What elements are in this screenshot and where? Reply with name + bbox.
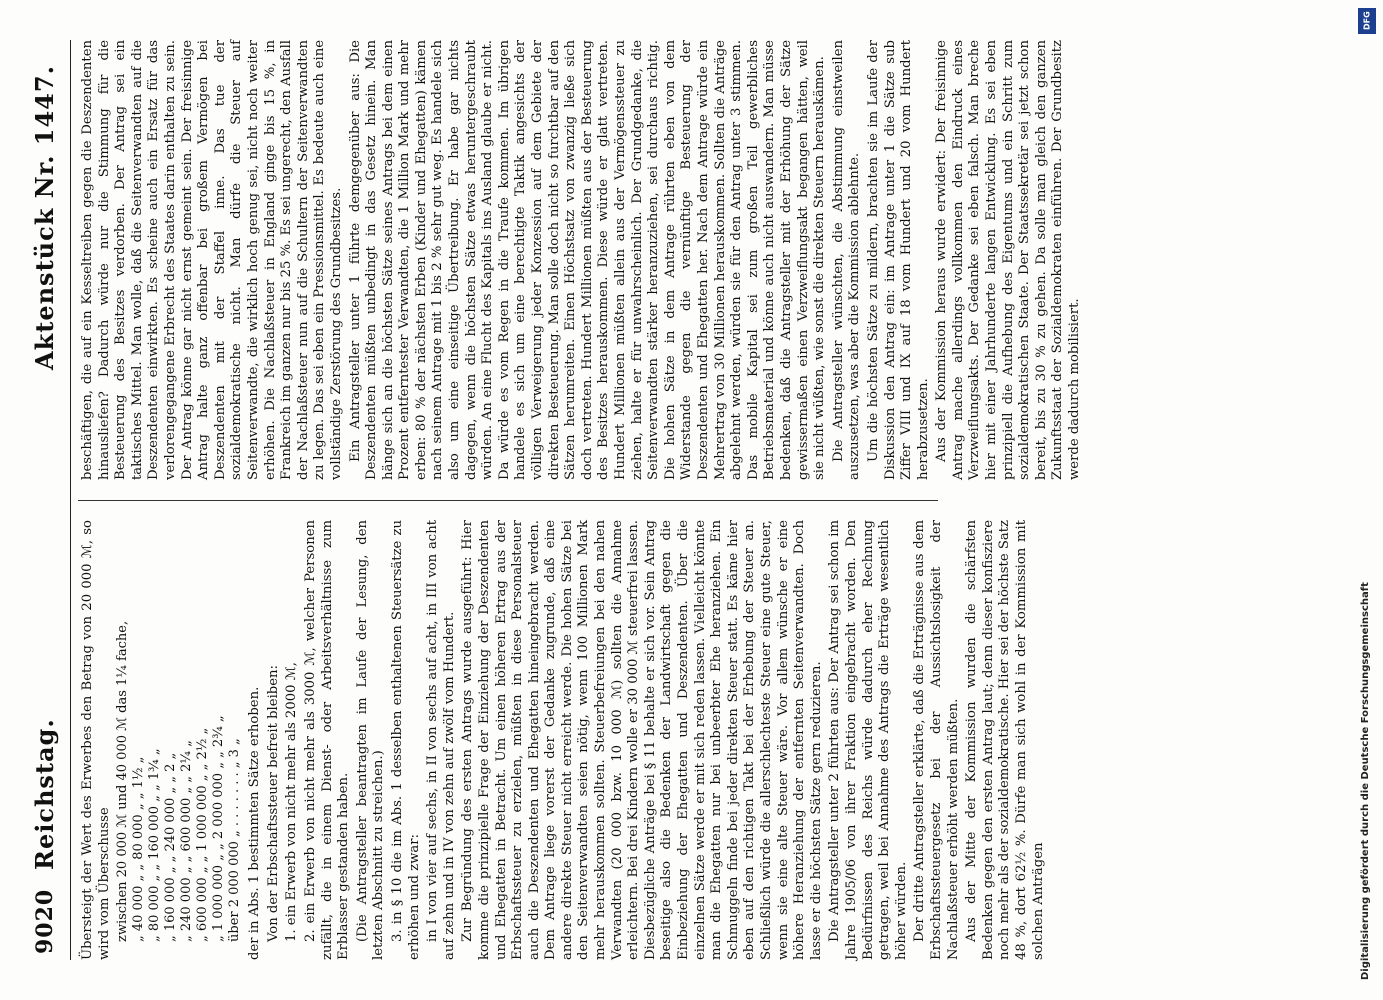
paragraph: Die Antragsteller unter 2 führten aus: Der Antrag sei schon im Jahre 1905/06 von ihrer Fraktion eingebracht worden. Den Bedürfnissen des Reichs würde dadurch eher Rechnung getragen, weil bei Annahme des Antrags die Erträge wesentlich höher würden. [827,520,909,960]
table-row: „ 80 000 „ „ 160 000 „ „ 1¾ „ [147,748,163,942]
tax-rate-table [115,520,243,942]
dfg-logo [1358,8,1376,34]
page-header [26,40,71,960]
table-row: „ 1 000 000 „ „ 2 000 000 „ „ 2¾ „ [211,715,227,942]
page-number: 9020 [32,888,58,954]
digitization-credit: Digitalisierung gefördert durch die Deutsche Forschungsgemeinschaft [1360,582,1371,980]
paragraph: Zur Begründung des ersten Antrags wurde ausgeführt: Hier komme die prinzipielle Frage der Einziehung der Deszendenten und Ehegatten in Betracht. Um einen höheren Ertrag aus der Erbschaftssteuer zu erzielen, müßten in diese Personalsteuer auch die Deszendenten und Ehegatten hineingebracht werden. Dem Antrage liege vorerst der Gedanke zugrunde, daß eine andere direkte Steuer nicht erreicht werde. Die hohen Sätze bei den Seitenverwandten seien nötig, wenn 100 Millionen Mark mehr herauskommen sollten. Steuerbefreiungen bei den nahen Verwandten (20 000 bzw. 10 000 ℳ) sollten die Annahme erleichtern. Bei drei Kindern wolle er 30 000 ℳ steuerfrei lassen. Diesbezügliche Anträge bei § 11 behalte er sich vor. Sein Antrag beseitige also die Bedenken der Landwirtschaft gegen die Einbeziehung der Ehegatten und Deszendenten. Über die einzelnen Sätze werde er mit sich reden lassen. Vielleicht könnte man die Ehegatten nur bei unbeerbter Ehe heranziehen. Ein Schmuggeln finde bei jeder direkten Steuer statt. Es käme hier eben auf den richtigen Takt bei der Erhebung der Steuer an. Schließlich würde die allerschlechteste Steuer eine gute Steuer, wenn sie eine alte Steuer wäre. Vor allem wünsche er eine höhere Heranziehung der entfernten Seitenverwandten. Doch lasse er die höchsten Sätze gern reduzieren. [460,520,824,960]
header-document-number: Aktenstück Nr. 1447. [30,65,59,370]
table-row: „ 40 000 „ „ 80 000 „ „ 1½ „ [131,756,147,942]
paragraph: Der dritte Antragsteller erklärte, daß die Erträgnisse aus dem Erbschaftssteuergesetz bei der Aussichtslosigkeit der Nachlaßsteuer erhöht werden müßten. [912,520,961,960]
paragraph: Aus der Mitte der Kommission wurden die schärfsten Bedenken gegen den ersten Antrag laut; denn dieser konfisziere noch mehr als der sozialdemokratische. Hier sei der höchste Satz 48 %, dort 62½ %. Dürfe man sich wohl in der Kommission mit solchen Anträgen [964,520,1046,960]
paragraph: (Die Antragsteller beantragten im Laufe der Lesung, den letzten Abschnitt zu streichen.) [354,520,387,960]
table-row: „ 240 000 „ „ 600 000 „ „ 2¼ „ [179,740,195,942]
paragraph: in I von vier auf sechs, in II von sechs auf acht, in III von acht auf zehn und in IV von zehn auf zwölf vom Hundert. [425,520,457,960]
list-item: 1. ein Erwerb von nicht mehr als 2000 ℳ, [284,662,300,942]
paragraph: der in Abs. 1 bestimmten Sätze erhoben. [247,686,263,960]
table-row: über 2 000 000 „ . . . . . . . „ 3 „ [227,738,243,942]
paragraph: Aus der Kommission heraus wurde erwidert: Der freisinnige Antrag mache allerdings vollkommen den Eindruck eines Verzweiflungsakts. Der Gedanke sei eben falsch. Man breche hier mit einer Jahrhunderte langen Entwicklung. Es sei eben prinzipiell die Aufhebung des Eigentums und ein Schritt zum sozialdemokratischen Staate. Der Staatssekretär sei jetzt schon bereit, bis zu 30 % zu gehen. Da solle man gleich den ganzen Zukunftsstaat der Sozialdemokraten einführen. Der Grundbesitz werde dadurch mobilisiert. [934,40,1083,480]
table-row: zwischen 20 000 ℳ und 40 000 ℳ das 1¼ fache, [115,620,131,942]
rotated-document [26,40,1356,960]
column-divider [78,500,938,501]
paragraph: beschäftigen, die auf ein Kesseltreiben gegen die Deszendenten hinausliefen? Dadurch würde nur die Stimmung für die Besteuerung des Besitzes verdorben. Der Antrag sei ein taktisches Mittel. Man wolle, daß die Seitenverwandten auf die Deszendenten einwirkten. Es scheine auch ein Ersatz für das verlorengegangene Erbrecht des Staates darin enthalten zu sein. Der Antrag könne gar nicht ernst gemeint sein. Der freisinnige Antrag halte ganz offenbar bei großem Vermögen bei Deszendenten mit der Staffel inne. Das tue der sozialdemokratische nicht. Man dürfe die Steuer auf Seitenverwandte, die wirklich hoch genug sei, nicht noch weiter erhöhen. Die Nachlaßsteuer in England ginge bis 15 %, in Frankreich im ganzen nur bis 25 %. Es sei ungerecht, den Ausfall der Nachlaßsteuer nun auf die Schultern der Seitenverwandten zu legen. Das sei eben ein Pressionsmittel. Es bedeute auch eine vollständige Zerstörung des Grundbesitzes. [80,40,344,480]
paragraph: Die Antragsteller wünschten, die Abstimmung einstweilen auszusetzen, was aber die Kommission ablehnte. [830,40,863,480]
dfg-logo-text: DFG [1362,11,1372,31]
list-item: 2. ein Erwerb von nicht mehr als 3000 ℳ, welcher Personen zufällt, die in einem Dienst- oder Arbeitsverhältnisse zum Erblasser gestanden haben. [302,520,352,960]
table-row: „ 600 000 „ „ 1 000 000 „ „ 2½ „ [195,727,211,942]
paragraph: Um die höchsten Sätze zu mildern, brachten sie im Laufe der Diskussion den Antrag ein: im Antrage unter 1 die Sätze sub Ziffer VIII und IX auf 18 vom Hundert und 20 vom Hundert herabzusetzen. [865,40,931,480]
table-row: „ 160 000 „ „ 240 000 „ „ 2 „ [163,752,179,942]
text-column-left [80,520,1046,960]
paragraph: Von der Erbschaftssteuer befreit bleiben: [265,665,281,942]
text-column-right [80,40,1083,480]
header-left-title: Reichstag. [30,718,59,870]
paragraph: Übersteigt der Wert des Erwerbes den Betrag von 20 000 ℳ, so wird vom Überschusse [80,520,112,960]
paragraph: Ein Antragsteller unter 1 führte demgegenüber aus: Die Deszendenten müßten unbedingt in das Gesetz hinein. Man hänge sich an die höchsten Sätze seines Antrags bei dem einen Prozent entferntester Verwandten, die 1 Million Mark und mehr erben: 80 % der nächsten Erben (Kinder und Ehegatten) kämen nach seinem Antrage mit 1 bis 2 % sehr gut weg. Es handele sich also um eine einseitige Übertreibung. Er habe gar nichts dagegen, wenn die höchsten Sätze etwas heruntergeschraubt würden. An eine Flucht des Kapitals ins Ausland glaube er nicht. Da würde es vom Regen in die Traufe kommen. Im übrigen handele es sich um eine berechtigte Taktik angesichts der völligen Verweigerung jeder Konzession auf dem Gebiete der direkten Besteuerung. Man solle doch nicht so furchtbar auf den Sätzen herumreiten. Einen Höchstsatz von zwanzig ließe sich doch vertreten. Hundert Millionen müßten aus der Besteuerung des Besitzes herauskommen. Diese würde er glatt vertreten. Hundert Millionen müßten allein aus der Vermögenssteuer zu ziehen, halte er für unwahrscheinlich. Der Grundgedanke, die Seitenverwandten stärker heranzuziehen, sei durchaus richtig. Die hohen Sätze in dem Antrage rührten eben von dem Widerstande gegen die vernünftige Besteuerung der Deszendenten und Ehegatten her. Nach dem Antrage würde ein Mehrertrag von 30 Millionen herauskommen. Sollten die Anträge abgelehnt werden, würden sie für den Antrag unter 3 stimmen. Das mobile Kapital sei zum großen Teil gewerbliches Betriebsmaterial und könne auch nicht auswandern. Man müsse bedenken, daß die Antragsteller mit der Erhöhung der Sätze gewissermaßen einen Verzweiflungsakt begangen hätten, weil sie nicht wüßten, wie sonst die direkten Steuern herauskämen. [347,40,828,480]
list-item: 3. in § 10 die im Abs. 1 desselben enthaltenen Steuersätze zu erhöhen und zwar: [389,520,422,960]
